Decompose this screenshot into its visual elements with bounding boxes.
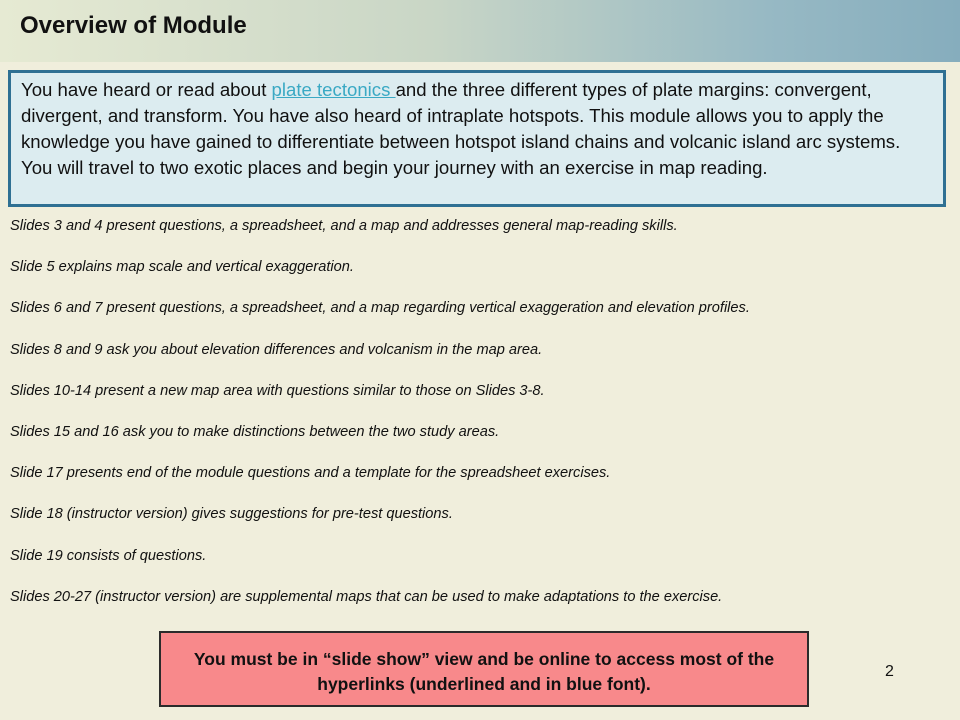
plate-tectonics-link[interactable]: plate tectonics <box>271 79 396 100</box>
page-number: 2 <box>885 663 894 680</box>
slide-summary-list <box>10 218 958 630</box>
list-item: Slide 17 presents end of the module questions and a template for the spreadsheet exercises. <box>10 465 611 482</box>
list-item: Slides 10-14 present a new map area with questions similar to those on Slides 3-8. <box>10 382 545 399</box>
notice-text: You must be in “slide show” view and be online to access most of the hyperlinks (underlined and in blue font). <box>193 649 775 694</box>
intro-box <box>8 70 946 207</box>
list-item: Slides 3 and 4 present questions, a spreadsheet, and a map and addresses general map-reading skills. <box>10 218 678 234</box>
page-title: Overview of Module <box>20 12 247 39</box>
list-item: Slides 15 and 16 ask you to make distinctions between the two study areas. <box>10 423 500 440</box>
title-bar <box>0 0 960 62</box>
notice-box <box>159 631 809 707</box>
list-item: Slide 19 consists of questions. <box>10 547 207 564</box>
list-item: Slide 5 explains map scale and vertical exaggeration. <box>10 259 354 276</box>
list-item: Slides 8 and 9 ask you about elevation differences and volcanism in the map area. <box>10 341 543 358</box>
list-item: Slides 20-27 (instructor version) are supplemental maps that can be used to make adaptations to the exercise. <box>10 588 723 605</box>
intro-text-before: You have heard or read about <box>21 79 272 100</box>
intro-text-after: and the three different types of plate margins: convergent, divergent, and transform. You have also heard of intraplate hotspots. This module allows you to apply the knowledge you have gained to differentiate between hotspot island chains and volcanic island arc systems. You will travel to two exotic places and begin your journey with an exercise in map reading. <box>21 79 901 178</box>
list-item: Slide 18 (instructor version) gives suggestions for pre-test questions. <box>10 506 453 523</box>
list-item: Slides 6 and 7 present questions, a spreadsheet, and a map regarding vertical exaggeration and elevation profiles. <box>10 300 750 317</box>
